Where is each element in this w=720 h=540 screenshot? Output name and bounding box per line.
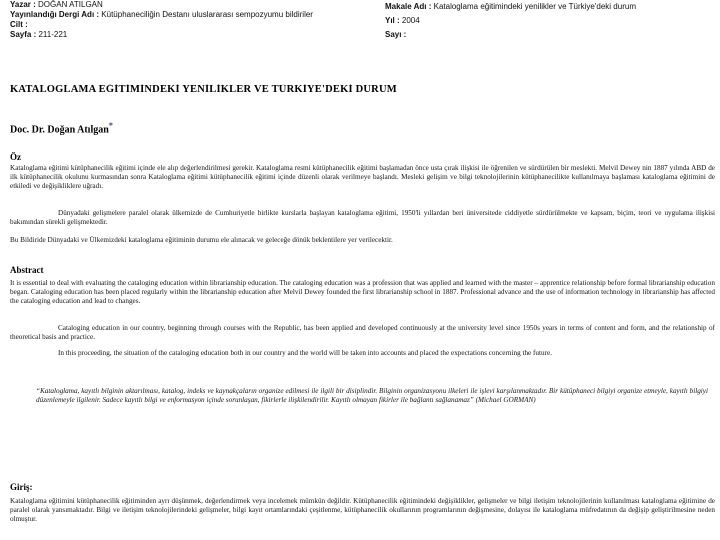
author-meta-value: DOĞAN ATILGAN: [38, 0, 103, 9]
issue-meta-row: [385, 30, 705, 40]
paper-author-name: Doc. Dr. Doğan Atılgan: [10, 124, 109, 136]
journal-meta-value: Kütüphaneciliğin Destanı uluslararası sempozyumu bildiriler: [101, 10, 313, 19]
year-meta-value: 2004: [401, 16, 420, 25]
paper-title: KATALOGLAMA EĞİTİMİNDEKİ YENİLİKLER VE TÜRKİYE'DEKİ DURUM: [10, 84, 397, 95]
pages-meta-value: 211-221: [38, 30, 68, 39]
abstract-paragraph-3: In this proceeding, the situation of the cataloging education both in our country and the world will be taken into accounts and placed the expectations concerning the future.: [58, 349, 552, 357]
volume-meta-row: [10, 20, 360, 30]
author-meta-row: [10, 0, 360, 10]
journal-meta-row: [10, 10, 360, 20]
intro-heading: Giriş:: [10, 482, 33, 492]
year-meta-row: [385, 16, 705, 26]
pages-meta-label: Sayfa :: [10, 30, 37, 39]
oz-paragraph-3: Bu Bildiride Dünyadaki ve Ülkemizdeki kataloglama eğitiminin durumu ele alınacak ve geleceğe dönük beklentilere yer verilecektir.: [10, 236, 393, 244]
oz-paragraph-2: Dünyadaki gelişmelere paralel olarak ülkemizde de Cumhuriyetle birlikte kurslarla başlayan kataloglama eğitimi, 1950'li yıllardan beri üniversitede ciddiyetle sürdürülmekte ve kapsam, biçim, teori ve uygulama ilişkisi bakımından sürekli gelişmektedir.: [10, 209, 715, 226]
article-name-meta-value: Kataloglama eğitimindeki yenilikler ve Türkiye'deki durum: [433, 2, 636, 11]
journal-meta-label: Yayınlandığı Dergi Adı :: [10, 10, 100, 19]
author-meta-label: Yazar :: [10, 0, 36, 9]
gorman-quote: “Kataloglama, kayıtlı bilginin aktarılması, katalog, indeks ve kaynakçaların organize edilmesi ile ilgili bir disiplindir. Bilginin organizasyonu ilkeleri ile işlevi karşılanmaktadır. Bir kütüphaneci bilgiyi organize etmeyle, kayıtlı bilgiyi düzenlemeyle ilgilenir. Sadece kayıtlı bilgi ve enformasyon içinde sorunlaşan, fikirlerle ilişkilendirilir. Kayıtlı olmayan fikirler ile bağlantı sağlanamaz” (Michael GORMAN): [36, 387, 708, 404]
article-name-meta-row: [385, 2, 705, 12]
year-meta-label: Yıl :: [385, 16, 400, 25]
oz-paragraph-1: Kataloglama eğitimi kütüphanecilik eğitimi içinde ele alıp değerlendirilmesi gerekir. Kataloglama resmi kütüphanecilik eğitimi başlamadan önce usta çırak ilişkisi ile öğrenilen ve sürdürülen bir meslekti. Melvil Dewey nin 1887 yılında ABD de ilk kütüphanecilik okulunu kurmasından sonra Kataloglama eğitimi kütüphanecilik eğitimi içinde düzenli olarak verilmeye başlandı. Mesleki gelişim ve bilgi teknolojilerinin kütüphanecilikte kullanılmaya başlaması kataloglama eğitimini de etkiledi ve değişikliklere uğradı.: [10, 164, 715, 190]
pages-meta-row: [10, 30, 360, 40]
issue-meta-label: Sayı :: [385, 30, 407, 39]
volume-meta-label: Cilt :: [10, 20, 28, 29]
article-name-meta-label: Makale Adı :: [385, 2, 432, 11]
intro-paragraph-1: Kataloglama eğitimini kütüphanecilik eğitiminden ayrı düşünmek, değerlendirmek veya incelemek mümkün değildir. Kütüphanecilik eğitimindeki değişiklikler, gelişmeler ve bilgi iletişim teknolojilerinin kullanılması kataloglama eğitimine de paralel olarak yansımaktadır. Bilgi ve iletişim teknolojilerindeki gelişmeler, bilgi kayıt ortamlarındaki çeşitlenme, kütüphanecilik okullarının programlarının değişmesine, dolayısı ile kataloglama müfredatının da değişip geliştirilmesine neden olmuştur.: [10, 497, 715, 523]
author-footnote-mark: *: [108, 121, 113, 130]
abstract-paragraph-2: Cataloging education in our country, beginning through courses with the Republic, has been applied and developed continuously at the university level since 1950s years in terms of content and form, and the relationship of theoretical basis and practice.: [10, 324, 715, 341]
article-metadata-right: [385, 2, 705, 40]
abstract-paragraph-1: It is essential to deal with evaluating the cataloging education within librarianship education. The cataloging education was a profession that was applied and learned with the master – apprentice relationship before formal librarianship education began. Cataloging education has been placed regularly within the librarianship education after Melvil Dewey founded the first librarianship school in 1887. Professional advance and the use of information technology in librarianship has affected the cataloging education and lead to changes.: [10, 279, 715, 305]
oz-heading: Öz: [10, 152, 21, 162]
abstract-heading: Abstract: [10, 265, 44, 275]
paper-author: [10, 121, 113, 135]
article-metadata-left: [10, 0, 360, 40]
